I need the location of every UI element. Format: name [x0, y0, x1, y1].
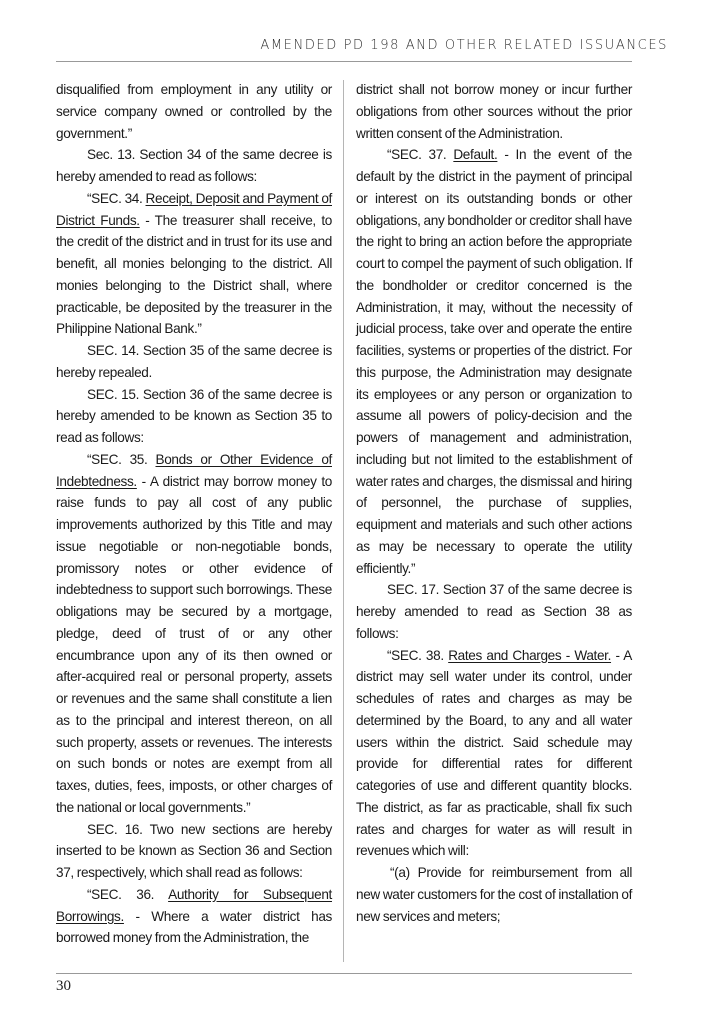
paragraph: SEC. 15. Section 36 of the same decree is hereby amended to be known as Section 35 to read as follows:	[56, 386, 332, 445]
section-lead: “SEC. 36.	[87, 886, 169, 902]
column-divider	[343, 80, 344, 962]
paragraph: “(a) Provide for reimbursement from all new water customers for the cost of installation of new services and meters;	[356, 865, 632, 924]
running-header: AMENDED PD 198 AND OTHER RELATED ISSUANCES	[260, 38, 668, 53]
section-body: - A district may borrow money to raise funds to pay all cost of any public improvements authorized by this Title and may issue negotiable or non-negotiable bonds, promissory notes or other evidence of indebtedness to support such borrowings. These obligations may be secured by a mortgage, pledge, deed of trust of or any other encumbrance upon any of its then owned or after-acquired real or personal property, assets or revenues and the same shall constitute a lien as to the principal and interest thereon, on all such property, assets or revenues. The interests on such bonds or notes are exempt from all taxes, duties, fees, imposts, or other charges of the national or local governments.”	[56, 473, 332, 815]
section-lead: “SEC. 38.	[387, 647, 449, 663]
footer-rule	[56, 973, 632, 974]
section-lead: “SEC. 35.	[87, 451, 156, 467]
section-37	[356, 144, 632, 579]
page-number: 30	[56, 978, 71, 994]
section-38	[356, 645, 632, 863]
left-column	[56, 79, 332, 949]
header-rule	[56, 61, 632, 62]
section-heading: Default.	[453, 147, 498, 163]
section-lead: “SEC. 37.	[387, 147, 454, 163]
paragraph: SEC. 17. Section 37 of the same decree is hereby amended to read as Section 38 as follows:	[356, 582, 632, 641]
paragraph: district shall not borrow money or incur further obligations from other sources without the prior written consent of the Administration.	[356, 82, 632, 141]
section-body: - In the event of the default by the district in the payment of principal or interest on its outstanding bonds or other obligations, any bondholder or creditor shall have the right to bring an action before the appropriate court to compel the payment of such obligation. If the bondholder or creditor concerned is the Administration, it may, without the necessity of judicial process, take over and operate the entire facilities, systems or properties of the district. For this purpose, the Administration may designate its employees or any person or organization to assume all powers of policy-decision and the powers of management and administration, including but not limited to the establishment of water rates and charges, the dismissal and hiring of personnel, the purchase of supplies, equipment and materials and such other actions as may be necessary to operate the utility efficiently.”	[356, 147, 632, 576]
section-35	[56, 449, 332, 819]
section-lead: “SEC. 34.	[87, 190, 146, 206]
section-34	[56, 188, 332, 340]
section-body: - Where a water district has borrowed money from the Administration, the	[56, 908, 332, 946]
section-heading: Rates and Charges - Water.	[448, 647, 612, 663]
paragraph: Sec. 13. Section 34 of the same decree is hereby amended to read as follows:	[56, 147, 332, 184]
paragraph: SEC. 16. Two new sections are hereby inserted to be known as Section 36 and Section 37, respectively, which shall read as follows:	[56, 821, 332, 880]
section-heading: Receipt, Deposit and Payment of District Funds.	[56, 190, 332, 228]
paragraph: SEC. 14. Section 35 of the same decree is hereby repealed.	[56, 343, 332, 380]
section-body: - A district may sell water under its control, under schedules of rates and charges as may be determined by the Board, to any and all water users within the district. Said schedule may provide for differential rates for different categories of use and different quantity blocks. The district, as far as practicable, shall fix such rates and charges for water as will result in revenues which will:	[356, 647, 633, 859]
section-heading: Bonds or Other Evidence of Indebtedness.	[56, 451, 332, 489]
right-column	[356, 79, 632, 927]
paragraph: disqualified from employment in any utility or service company owned or controlled by the government.”	[56, 82, 332, 141]
section-body: - The treasurer shall receive, to the credit of the district and in trust for its use and benefit, all monies belonging to the district. All monies belonging to the District shall, where practicable, be deposited by the treasurer in the Philippine National Bank.”	[56, 212, 332, 337]
section-heading: Authority for Subsequent Borrowings.	[56, 886, 332, 924]
section-36	[56, 884, 332, 949]
